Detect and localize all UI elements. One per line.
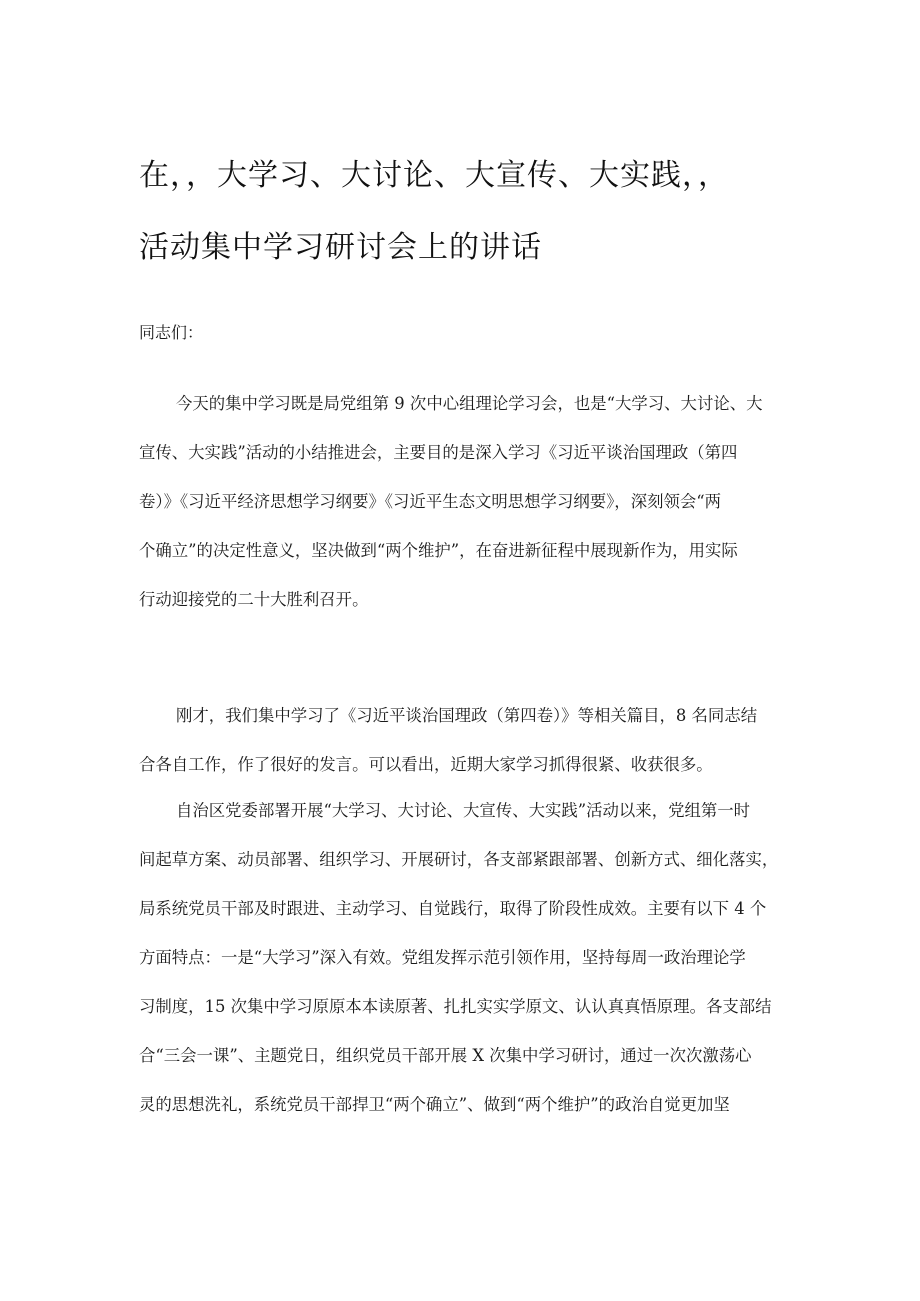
document-title-line-2: 活动集中学习研讨会上的讲话 <box>139 230 542 265</box>
paragraph-line: 自治区党委部署开展“大学习、大讨论、大宣传、大实践”活动以来，党组第一时 <box>176 801 751 820</box>
paragraph-line: 合各自工作，作了很好的发言。可以看出，近期大家学习抓得很紧、收获很多。 <box>139 755 713 774</box>
document-title-line-1: 在，，大学习、大讨论、大宣传、大实践，， <box>139 158 729 193</box>
paragraph-line: 行动迎接党的二十大胜利召开。 <box>139 590 369 609</box>
paragraph-3 <box>139 799 792 1142</box>
paragraph-line: 刚才，我们集中学习了《习近平谈治国理政（第四卷）》等相关篇目，8 名同志结 <box>176 706 758 725</box>
paragraph-line: 合“三会一课”、主题党日，组织党员干部开展 X 次集中学习研讨，通过一次次激荡心 <box>139 1046 752 1065</box>
paragraph-line: 灵的思想洗礼，系统党员干部捍卫“两个确立”、做到“两个维护”的政治自觉更加坚 <box>139 1095 730 1114</box>
paragraph-line: 宣传、大实践”活动的小结推进会，主要目的是深入学习《习近平谈治国理政（第四 <box>139 443 738 462</box>
paragraph-line: 习制度，15 次集中学习原原本本读原著、扎扎实实学原文、认认真真悟原理。各支部结 <box>139 997 772 1016</box>
greeting: 同志们： <box>139 323 204 342</box>
paragraph-line: 个确立”的决定性意义，坚决做到“两个维护”，在奋进新征程中展现新作为，用实际 <box>139 541 738 560</box>
paragraph-line: 方面特点：一是“大学习”深入有效。党组发挥示范引领作用，坚持每周一政治理论学 <box>139 948 746 967</box>
paragraph-1 <box>139 392 792 637</box>
paragraph-line: 卷）》《习近平经济思想学习纲要》《习近平生态文明思想学习纲要》，深刻领会“两 <box>139 492 722 511</box>
paragraph-line: 间起草方案、动员部署、组织学习、开展研讨，各支部紧跟部署、创新方式、细化落实， <box>139 850 779 869</box>
paragraph-line: 局系统党员干部及时跟进、主动学习、自觉践行，取得了阶段性成效。主要有以下 4 个 <box>139 899 767 918</box>
paragraph-2 <box>139 704 792 802</box>
paragraph-line: 今天的集中学习既是局党组第 9 次中心组理论学习会，也是“大学习、大讨论、大 <box>176 394 763 413</box>
